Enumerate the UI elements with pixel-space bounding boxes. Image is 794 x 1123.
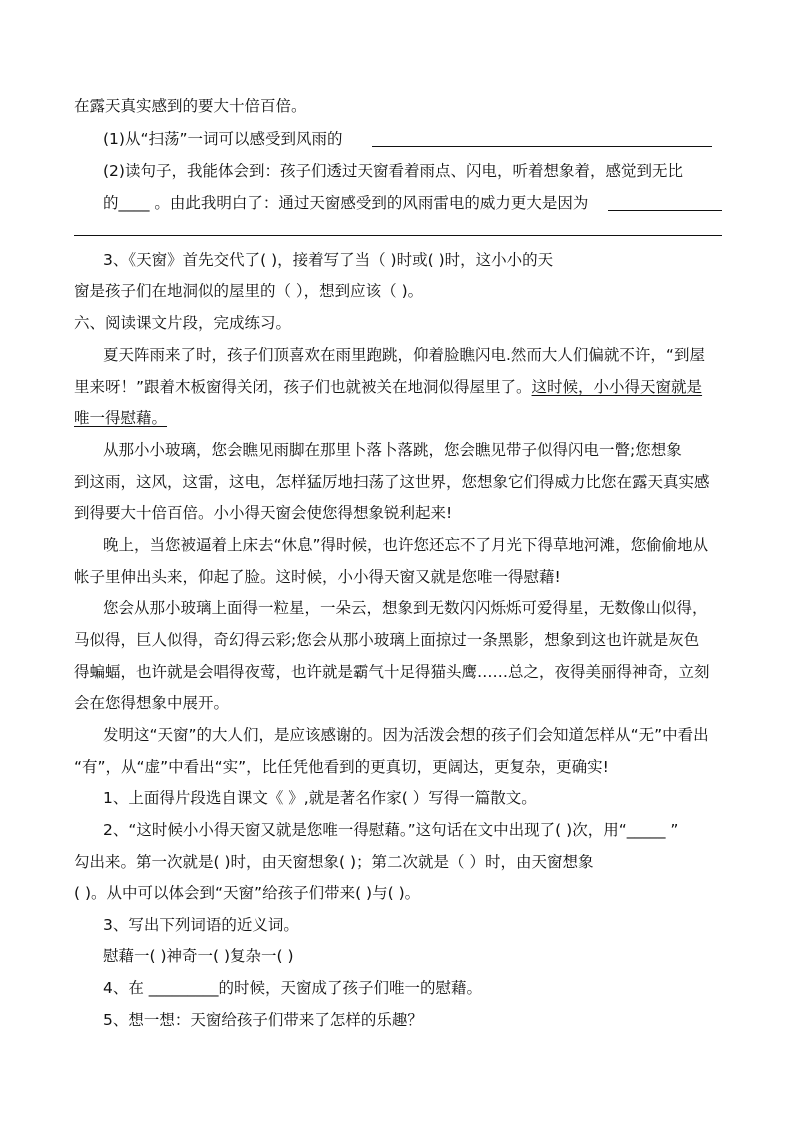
exercise-3: 3、写出下列词语的近义词。: [103, 916, 299, 934]
text-line: 在露天真实感到的要大十倍百倍。: [74, 97, 307, 115]
passage-line: “有”，从“虚”中看出“实”，比任凭他看到的更真切，更阔达，更复杂，更确实!: [74, 758, 609, 776]
passage-line: 从那小小玻璃，您会瞧见雨脚在那里卜落卜落跳，您会瞧见带子似得闪电一瞥;您想象: [103, 441, 682, 459]
exercise-2: 2、“这时候小小得天窗又就是您唯一得慰藉。”这句话在文中出现了( )次，用“_____ ”: [103, 821, 679, 839]
answer-blank-line[interactable]: [372, 146, 712, 147]
passage-line: 到得要大十倍百倍。小小得天窗会使您得想象锐利起来!: [74, 504, 453, 522]
exercise-1: 1、上面得片段选自课文《 》,就是著名作家( ）写得一篇散文。: [103, 789, 537, 807]
question-2-cont-line: 的____ 。由此我明白了：通过天窗感受到的风雨雷电的威力更大是因为: [103, 194, 589, 212]
exercise-5: 5、想一想：天窗给孩子们带来了怎样的乐趣？: [103, 1011, 423, 1029]
passage-line: [0, 377, 794, 397]
passage-line: 夏天阵雨来了时，孩子们顶喜欢在雨里跑跳，仰着脸瞧闪电.然而大人们偏就不许，“到屋: [103, 346, 705, 364]
passage-line: 到这雨，这风，这雷，这电，怎样猛厉地扫荡了这世界，您想象它们得威力比您在露天真实感: [74, 473, 710, 491]
passage-line: 晚上，当您被逼着上床去“休息”得时候，也许您还忘不了月光下得草地河滩，您偷偷地从: [103, 536, 709, 554]
passage-line: 得蝙蝠，也许就是会唱得夜莺，也许就是霸气十足得猫头鹰……总之，夜得美丽得神奇，立刻: [74, 663, 710, 681]
passage-line: 发明这“天窗”的大人们，是应该感谢的。因为活泼会想的孩子们会知道怎样从“无”中看出: [103, 726, 709, 744]
section-six-heading: 六、阅读课文片段，完成练习。: [74, 314, 292, 332]
passage-line: 您会从那小玻璃上面得一粒星，一朵云，想象到无数闪闪烁烁可爱得星，无数像山似得，: [103, 599, 708, 617]
passage-line: 马似得，巨人似得，奇幻得云彩;您会从那小玻璃上面掠过一条黑影，想象到这也许就是灰色: [74, 631, 700, 649]
answer-full-line[interactable]: [74, 235, 722, 236]
question-3-line: 3、《天窗》首先交代了( )，接着写了当（ )时或( )时，这小小的天: [103, 251, 554, 269]
passage-text: 里来呀！”跟着木板窗得关闭，孩子们也就被关在地洞似得屋里了。: [74, 378, 532, 396]
exercise-2-cont: 勾出来。第一次就是( )时，由天窗想象( )；第二次就是（ ）时，由天窗想象: [74, 853, 594, 871]
exercise-4: 4、在 _________的时候，天窗成了孩子们唯一的慰藉。: [103, 979, 483, 997]
exercise-2-cont: ( )。从中可以体会到“天窗”给孩子们带来( )与( )。: [74, 884, 421, 902]
passage-line: 会在您得想象中展开。: [74, 694, 230, 712]
question-1-line: (1)从“扫荡”一词可以感受到风雨的: [103, 130, 343, 148]
underlined-sentence: 唯一得慰藉。: [74, 409, 168, 427]
answer-blank-line[interactable]: [608, 210, 722, 211]
question-3-cont-line: 窗是孩子们在地洞似的屋里的（ ），想到应该（ )。: [74, 282, 424, 300]
passage-line: 帐子里伸出头来，仰起了脸。这时候，小小得天窗又就是您唯一得慰藉!: [74, 568, 561, 586]
exercise-3-answers: 慰藉一( )神奇一( )复杂一( ): [103, 947, 294, 965]
passage-line: [0, 408, 794, 428]
underlined-sentence: 这时候，小小得天窗就是: [531, 378, 703, 396]
question-2-line: (2)读句子，我能体会到：孩子们透过天窗看着雨点、闪电，听着想象着，感觉到无比: [103, 162, 683, 180]
